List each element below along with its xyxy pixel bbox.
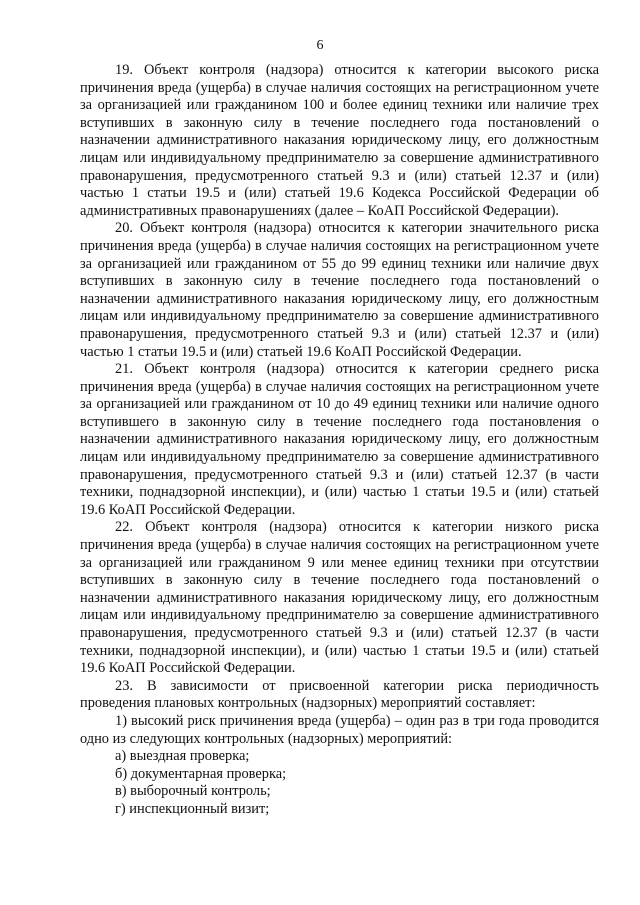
list-item: а) выездная проверка; [115, 748, 250, 765]
document-body [80, 62, 599, 819]
paragraph-21: 21. Объект контроля (надзора) относится к категории среднего риска причинения вреда (ущерба) в случае наличия состоящих на регистрационном учете за организацией или гражданином от 10 до 49 единиц техники или наличие одного вступившего в законную силу в течение последнего года постановления о назначении административного наказания юридическому лицу, его должностным лицам или индивидуальному предпринимателю за совершение административного правонарушения, предусмотренного статьей 9.3 и (или) статьей 12.37 (в части техники, поднадзорной инспекции), и (или) частью 1 статьи 19.5 и (или) статьей 19.6 КоАП Российской Федерации. [80, 361, 599, 518]
paragraph-22: 22. Объект контроля (надзора) относится к категории низкого риска причинения вреда (ущерба) в случае наличия состоящих на регистрационном учете за организацией или гражданином 9 или менее единиц техники при отсутствии вступивших в законную силу в течение последнего года постановлений о назначении административного наказания юридическому лицу, его должностным лицам или индивидуальному предпринимателю за совершение административного правонарушения, предусмотренного статьей 9.3 и (или) статьей 12.37 (в части техники, поднадзорной инспекции), и (или) частью 1 статьи 19.5 и (или) статьей 19.6 КоАП Российской Федерации. [80, 519, 599, 677]
list-item: б) документарная проверка; [115, 765, 287, 782]
measure-list [80, 748, 599, 818]
paragraph-23-subitem-1: 1) высокий риск причинения вреда (ущерба) – один раз в три года проводится одно из следующих контрольных (надзорных) мероприятий: [80, 712, 599, 747]
list-item: в) выборочный контроль; [115, 783, 271, 800]
list-item: г) инспекционный визит; [115, 800, 270, 817]
paragraph-23: 23. В зависимости от присвоенной категории риска периодичность проведения плановых контрольных (надзорных) мероприятий составляет: [80, 677, 599, 712]
paragraph-19: 19. Объект контроля (надзора) относится к категории высокого риска причинения вреда (ущерба) в случае наличия состоящих на регистрационном учете за организацией или гражданином 100 и более единиц техники или наличие трех вступивших в законную силу в течение последнего года постановлений о назначении административного наказания юридическому лицу, его должностным лицам или индивидуальному предпринимателю за совершение административного правонарушения, предусмотренного статьей 9.3 и (или) статьей 12.37 и (или) частью 1 статьи 19.5 и (или) статьей 19.6 Кодекса Российской Федерации об административных правонарушениях (далее – КоАП Российской Федерации). [80, 62, 599, 219]
paragraph-20: 20. Объект контроля (надзора) относится к категории значительного риска причинения вреда (ущерба) в случае наличия состоящих на регистрационном учете за организацией или гражданином от 55 до 99 единиц техники или наличие двух вступивших в законную силу в течение последнего года постановлений о назначении административного наказания юридическому лицу, его должностным лицам или индивидуальному предпринимателю за совершение административного правонарушения, предусмотренного статьей 9.3 и (или) статьей 12.37 и (или) частью 1 статьи 19.5 и (или) статьей 19.6 КоАП Российской Федерации. [80, 220, 599, 360]
page-number: 6 [316, 38, 324, 53]
